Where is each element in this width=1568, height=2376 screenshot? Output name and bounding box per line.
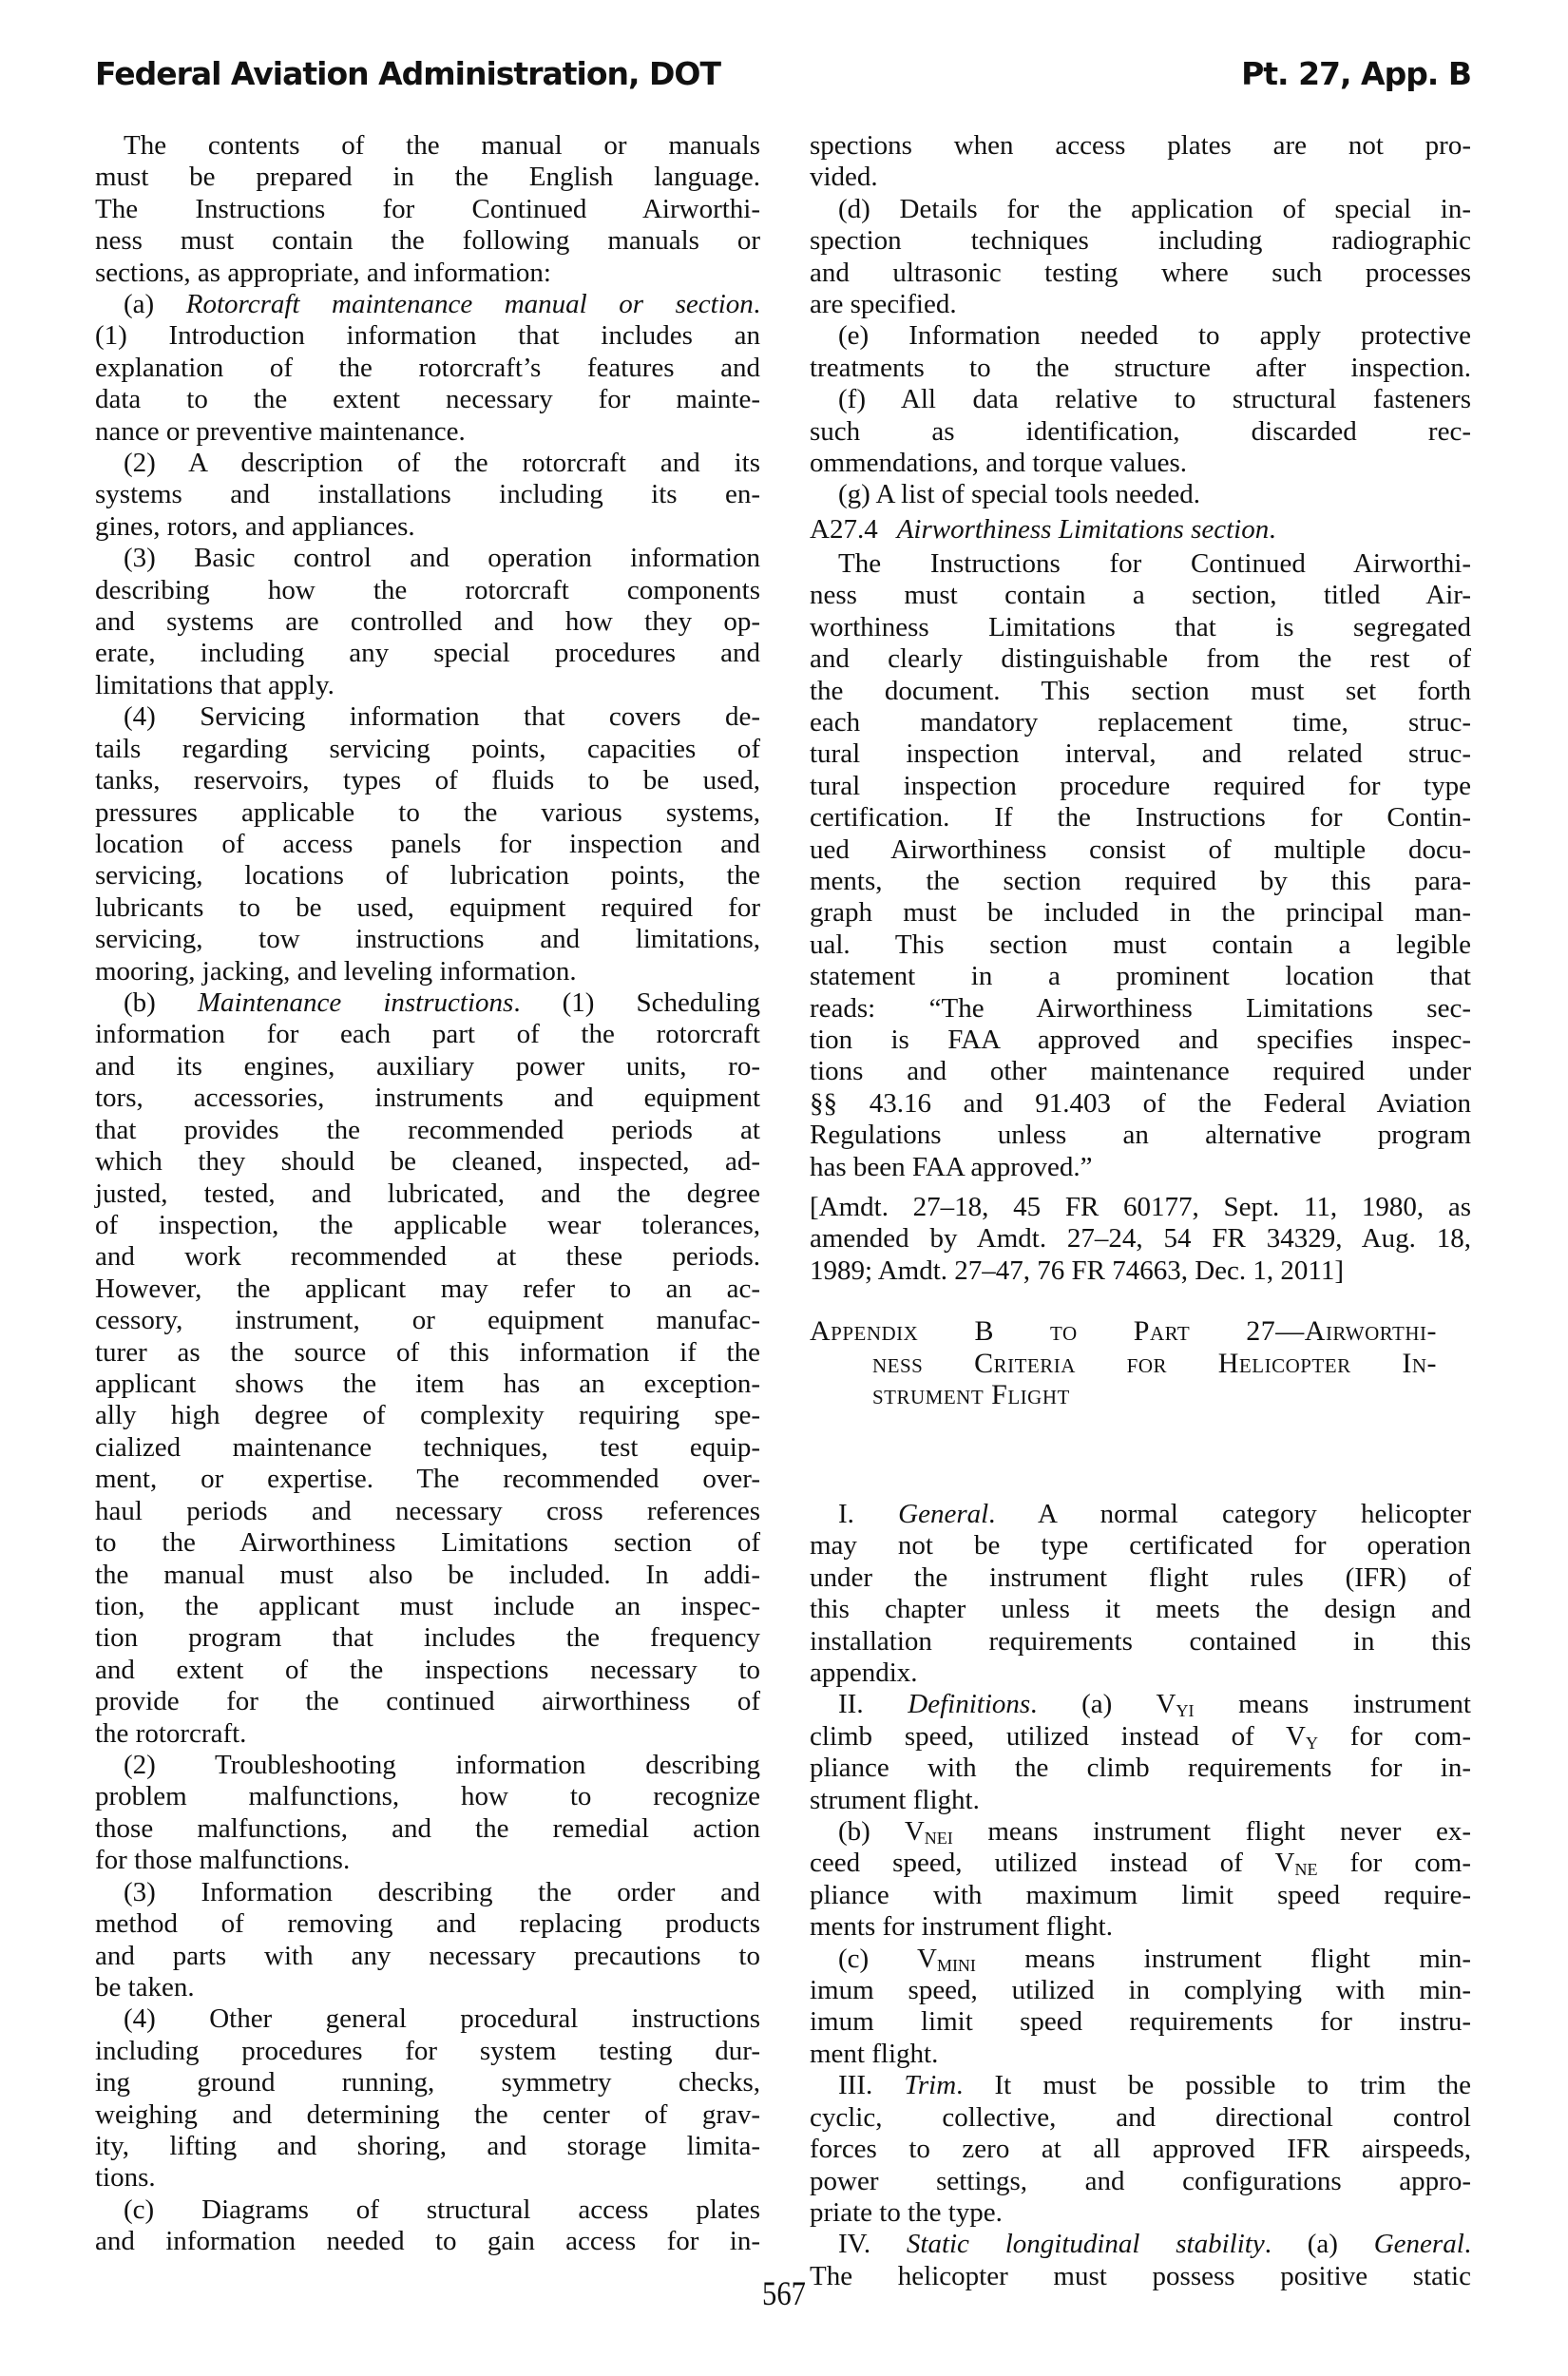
text-line: to the Airworthiness Limitations section of bbox=[95, 1527, 760, 1558]
text-line: pressures applicable to the various systems, bbox=[95, 797, 760, 828]
text-line: tural inspection interval, and related struc- bbox=[810, 738, 1471, 769]
text-line: for those malfunctions. bbox=[95, 1845, 351, 1875]
text-line: forces to zero at all approved IFR airspeeds, bbox=[810, 2134, 1471, 2164]
text-line: ness must contain a section, titled Air- bbox=[810, 580, 1471, 610]
text-line: and clearly distinguishable from the rest of bbox=[810, 643, 1471, 674]
text-line: cessory, instrument, or equipment manufac- bbox=[95, 1305, 760, 1335]
text-line: and parts with any necessary precautions to bbox=[95, 1941, 760, 1971]
text-line: information for each part of the rotorcraft bbox=[95, 1019, 760, 1049]
text-line: (e) Information needed to apply protective bbox=[838, 320, 1471, 351]
text-line: of inspection, the applicable wear tolerances, bbox=[95, 1210, 760, 1240]
text-line: tions. bbox=[95, 2162, 156, 2193]
text-line: ual. This section must contain a legible bbox=[810, 929, 1471, 960]
text-line: (3) Basic control and operation information bbox=[124, 543, 760, 573]
subsection-b-title: Maintenance instructions bbox=[197, 987, 514, 1018]
section-title: Airworthiness Limitations section bbox=[896, 514, 1270, 545]
text-line: (f) All data relative to structural fasteners bbox=[838, 384, 1471, 414]
text-line: that provides the recommended periods at bbox=[95, 1115, 760, 1145]
text-line: systems and installations including its en- bbox=[95, 479, 760, 509]
text-line: ommendations, and torque values. bbox=[810, 448, 1188, 478]
text-line: may not be type certificated for operation bbox=[810, 1530, 1471, 1561]
text-line: and its engines, auxiliary power units, ro- bbox=[95, 1051, 760, 1082]
text-line: cyclic, collective, and directional control bbox=[810, 2102, 1471, 2133]
text-line: ment, or expertise. The recommended over- bbox=[95, 1464, 760, 1494]
appendix-heading: ness Criteria for Helicopter In- bbox=[872, 1348, 1437, 1379]
appendix-heading: strument Flight bbox=[872, 1379, 1070, 1410]
text-line: the document. This section must set forth bbox=[810, 676, 1471, 706]
text-line: spection techniques including radiographic bbox=[810, 225, 1471, 256]
text-line: (c) Diagrams of structural access plates bbox=[124, 2194, 760, 2225]
text-line: §§ 43.16 and 91.403 of the Federal Aviation bbox=[810, 1088, 1471, 1119]
text-line: each mandatory replacement time, struc- bbox=[810, 707, 1471, 738]
text-line: imum speed, utilized in complying with min- bbox=[810, 1975, 1471, 2005]
text-line: tions and other maintenance required under bbox=[810, 1056, 1471, 1086]
appendix-section-general: I. General. A normal category helicopter bbox=[838, 1499, 1471, 1529]
text-line: mooring, jacking, and leveling information. bbox=[95, 956, 577, 987]
text-line: the manual must also be included. In addi- bbox=[95, 1560, 760, 1590]
text-line: power settings, and configurations appro- bbox=[810, 2166, 1471, 2196]
text-line: (g) A list of special tools needed. bbox=[838, 479, 1200, 509]
text-line: (2) Troubleshooting information describing bbox=[124, 1750, 760, 1780]
text-line: worthiness Limitations that is segregated bbox=[810, 612, 1471, 642]
text-line: cialized maintenance techniques, test equip- bbox=[95, 1432, 760, 1463]
text-line: (2) A description of the rotorcraft and its bbox=[124, 448, 760, 478]
amendment-citation-line: amended by Amdt. 27–24, 54 FR 34329, Aug. 18, bbox=[810, 1223, 1471, 1254]
page-number: 567 bbox=[762, 2274, 806, 2312]
text-line: limitations that apply. bbox=[95, 670, 335, 700]
subsection-a-title: Rotorcraft maintenance manual or section bbox=[185, 289, 754, 319]
text-line: tion program that includes the frequency bbox=[95, 1622, 760, 1653]
text-line: strument flight. bbox=[810, 1785, 980, 1815]
appendix-section-trim: III. Trim. It must be possible to trim the bbox=[838, 2070, 1471, 2100]
text-line: method of removing and replacing products bbox=[95, 1908, 760, 1939]
text-line: ity, lifting and shoring, and storage limita- bbox=[95, 2131, 760, 2161]
text-line: ments for instrument flight. bbox=[810, 1911, 1113, 1942]
text-line: haul periods and necessary cross references bbox=[95, 1496, 760, 1526]
text-line: turer as the source of this information if the bbox=[95, 1337, 760, 1368]
text-line: sections, as appropriate, and information: bbox=[95, 258, 551, 288]
text-line: data to the extent necessary for mainte- bbox=[95, 384, 760, 414]
text-line: (4) Servicing information that covers de- bbox=[124, 701, 760, 732]
text-line: and ultrasonic testing where such processes bbox=[810, 258, 1471, 288]
text-line: must be prepared in the English language. bbox=[95, 162, 760, 192]
text-line: this chapter unless it meets the design and bbox=[810, 1594, 1471, 1624]
text-line: statement in a prominent location that bbox=[810, 961, 1471, 991]
text-line: tanks, reservoirs, types of fluids to be used, bbox=[95, 765, 760, 795]
text-line: and extent of the inspections necessary to bbox=[95, 1655, 760, 1685]
text-line: (4) Other general procedural instructions bbox=[124, 2003, 760, 2034]
text-line: certification. If the Instructions for Contin- bbox=[810, 802, 1471, 833]
text-line: lubricants to be used, equipment required for bbox=[95, 892, 760, 923]
text-line: gines, rotors, and appliances. bbox=[95, 511, 415, 542]
text-line: and work recommended at these periods. bbox=[95, 1241, 760, 1272]
text-line: graph must be included in the principal man- bbox=[810, 897, 1471, 928]
text-line: justed, tested, and lubricated, and the degree bbox=[95, 1178, 760, 1209]
text-line: (1) Introduction information that includes an bbox=[95, 320, 760, 351]
text-line: problem malfunctions, how to recognize bbox=[95, 1781, 760, 1811]
text-line: ness must contain the following manuals or bbox=[95, 225, 760, 256]
text-line: (d) Details for the application of special in- bbox=[838, 194, 1471, 224]
text-line: treatments to the structure after inspection. bbox=[810, 353, 1471, 383]
text-line: The helicopter must possess positive static bbox=[810, 2261, 1471, 2291]
text-line: provide for the continued airworthiness of bbox=[95, 1686, 760, 1716]
text-line: those malfunctions, and the remedial action bbox=[95, 1813, 760, 1844]
appendix-section-definitions: II. Definitions. (a) $V_{YI}$ means instrument bbox=[838, 1689, 1471, 1720]
text-line: The Instructions for Continued Airworthi- bbox=[838, 548, 1471, 579]
text-line: servicing, locations of lubrication points, the bbox=[95, 860, 760, 891]
text-line: under the instrument flight rules (IFR) of bbox=[810, 1562, 1471, 1593]
text-line: are specified. bbox=[810, 289, 957, 319]
text-line: tors, accessories, instruments and equipment bbox=[95, 1083, 760, 1113]
text-line: Regulations unless an alternative program bbox=[810, 1120, 1471, 1150]
text-line: nance or preventive maintenance. bbox=[95, 416, 466, 447]
text-line: including procedures for system testing dur- bbox=[95, 2036, 760, 2066]
text-line: The contents of the manual or manuals bbox=[124, 130, 760, 161]
text-line: such as identification, discarded rec- bbox=[810, 416, 1471, 447]
text-line: tails regarding servicing points, capacities of bbox=[95, 734, 760, 764]
text-line: tion is FAA approved and specifies inspec- bbox=[810, 1025, 1471, 1055]
text-line: explanation of the rotorcraft’s features and bbox=[95, 353, 760, 383]
appendix-heading: Appendix B to Part 27—Airworthi- bbox=[810, 1315, 1437, 1347]
text-line: climb speed, utilized instead of $V_Y$ for com- bbox=[810, 1721, 1471, 1753]
section-heading-a27-4: A27.4 Airworthiness Limitations section. bbox=[810, 514, 1276, 545]
text-line: erate, including any special procedures and bbox=[95, 638, 760, 668]
text-line: ued Airworthiness consist of multiple docu- bbox=[810, 834, 1471, 865]
text-line: describing how the rotorcraft components bbox=[95, 575, 760, 605]
text-line: reads: “The Airworthiness Limitations sec- bbox=[810, 993, 1471, 1024]
text-line: has been FAA approved.” bbox=[810, 1152, 1093, 1182]
text-line: (b) $V_{NEI}$ means instrument flight never ex- bbox=[838, 1816, 1471, 1848]
text-line: and systems are controlled and how they op- bbox=[95, 606, 760, 637]
text-line: ments, the section required by this para- bbox=[810, 866, 1471, 896]
subsection-b-heading: (b) Maintenance instructions. (1) Scheduling bbox=[124, 987, 760, 1018]
text-line: The Instructions for Continued Airworthi- bbox=[95, 194, 760, 224]
running-header-agency: Federal Aviation Administration, DOT bbox=[95, 55, 720, 92]
text-line: ceed speed, utilized instead of $V_{NE}$ for com- bbox=[810, 1848, 1471, 1879]
appendix-section-static-stability: IV. Static longitudinal stability. (a) General. bbox=[838, 2229, 1471, 2259]
text-line: ment flight. bbox=[810, 2039, 939, 2069]
subsection-a-heading: (a) Rotorcraft maintenance manual or section. bbox=[124, 289, 760, 319]
text-line: appendix. bbox=[810, 1657, 918, 1688]
text-line: and information needed to gain access for in- bbox=[95, 2226, 760, 2256]
text-line: However, the applicant may refer to an ac- bbox=[95, 1274, 760, 1304]
text-line: which they should be cleaned, inspected, ad- bbox=[95, 1146, 760, 1177]
text-line: priate to the type. bbox=[810, 2197, 1003, 2228]
running-header-part: Pt. 27, App. B bbox=[1241, 55, 1471, 92]
text-line: vided. bbox=[810, 162, 878, 192]
text-line: weighing and determining the center of grav- bbox=[95, 2099, 760, 2130]
text-line: (c) $V_{MINI}$ means instrument flight min- bbox=[838, 1944, 1471, 1975]
amendment-citation-line: 1989; Amdt. 27–47, 76 FR 74663, Dec. 1, 2011] bbox=[810, 1255, 1345, 1286]
text-line: tural inspection procedure required for type bbox=[810, 771, 1471, 801]
text-line: installation requirements contained in this bbox=[810, 1626, 1471, 1657]
text-line: tion, the applicant must include an inspec- bbox=[95, 1591, 760, 1621]
text-line: (3) Information describing the order and bbox=[124, 1877, 760, 1907]
text-line: imum limit speed requirements for instru- bbox=[810, 2006, 1471, 2037]
amendment-citation-line: [Amdt. 27–18, 45 FR 60177, Sept. 11, 1980, as bbox=[810, 1192, 1471, 1222]
section-number: A27.4 bbox=[810, 514, 878, 545]
text-line: ally high degree of complexity requiring spe- bbox=[95, 1400, 760, 1430]
text-line: servicing, tow instructions and limitations, bbox=[95, 924, 760, 954]
text-line: be taken. bbox=[95, 1972, 195, 2002]
text-line: pliance with the climb requirements for in- bbox=[810, 1753, 1471, 1783]
text-line: spections when access plates are not pro- bbox=[810, 130, 1471, 161]
text-line: the rotorcraft. bbox=[95, 1718, 247, 1749]
text-line: location of access panels for inspection and bbox=[95, 829, 760, 859]
text-line: applicant shows the item has an exception- bbox=[95, 1369, 760, 1399]
text-line: ing ground running, symmetry checks, bbox=[95, 2067, 760, 2098]
text-line: pliance with maximum limit speed require- bbox=[810, 1880, 1471, 1910]
